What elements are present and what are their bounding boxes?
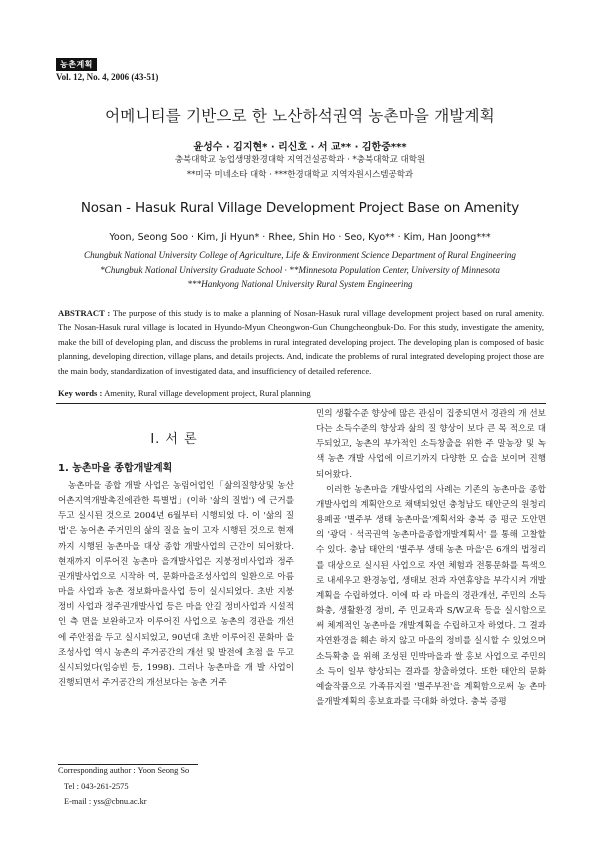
footnote-divider [58,764,198,765]
subsection-heading: 1. 농촌마을 종합개발계획 [58,463,173,474]
abstract-label: ABSTRACT : [58,308,111,318]
english-authors: Yoon, Seong Soo · Kim, Ji Hyun* · Rhee, Shin Ho · Seo, Kyo** · Kim, Han Joong*** [109,232,491,243]
korean-affiliation-2: **미국 미네소타 대학 · ***한경대학교 지역자원시스템공학과 [186,170,414,180]
english-title: Nosan - Hasuk Rural Village Development Project Base on Amenity [80,200,520,216]
section-divider [56,403,546,404]
english-affiliation-1: Chungbuk National University College of Agriculture, Life & Environment Science Department of Rural Engineering [84,250,516,260]
footnote-tel: Tel : 043-261-2575 [64,782,129,791]
right-paragraph-1: 민의 생활수준 향상에 많은 관심이 집중되면서 경관의 개 선보다는 소득수준의 향상과 삶의 질 향상이 보다 큰 목 적으로 대두되었고, 농촌의 부가적인 소득창출을 위한 주 말농장 및 녹색 농촌 개발 사업에 이르기까지 다양한 모 습을 보이며 진행되어왔다. [316,409,546,480]
korean-title: 어메니티를 기반으로 한 노산하석권역 농촌마을 개발계획 [105,107,495,125]
right-paragraph-2: 이러한 농촌마을 개발사업의 사례는 기존의 농촌마을 종합개발사업의 계획안으로 채택되었던 충청남도 태안군의 원청리 용폐골 '별주부 생태 농촌마을'계획서와 충북 증 평군 도안면의 '광덕 · 석곡권역 농촌마을종합개발계획서' 를 통해 고찰할 수 있다. 충남 태안의 '별주부 생태 농촌 마을'은 6개의 법정리를 대상으로 실시된 사업으로 자연 체험과 전통문화를 특색으로 내세우고 환경농업, 생태보 전과 자연휴양을 부각시켜 개발계획을 수립하였다. 이에 따 라 마을의 경관개선, 주민의 소득화충, 생활환경 정비, 주 민교육과 S/W교육 등을 실시함으로써 체계적인 농촌마을 개발계획을 수립하고자 하였다. 그 결과 자연환경을 훼손 하지 않고 마을의 정비를 실시할 수 있었으며 소득확충 을 위해 조성된 민박마을과 쌀 홍보 사업으로 주민의 소 득이 일부 향상되는 결과를 창출하였다. 또한 태안의 문화 예술작품으로 가족뮤지컬 '별주부전'을 계획함으로써 농 촌마을개발계획의 홍보효과를 극대화 하였다. 충북 증평 [316,484,546,707]
footnote-corresponding-author: Corresponding author : Yoon Seong So [58,766,190,775]
abstract-text: The purpose of this study is to make a planning of Nosan-Hasuk rural village development project based on rural amenity. The Nosan-Hasuk rural village is located in Hyundo-Myun Cheongwon-Gun Chungcheongbuk-Do. For this study, investigate the amenity, make the bill of developing plan, and discuss the problems in rural integrated developing project. The developing plan is composed of basic planning, developing direction, village plans, and details projects. And, indicate the problems of rural integrated developing project those are the main body, standardization of investigated data, and insufficiency of detailed reference. [58,308,545,376]
korean-authors: 윤성수 · 김지현* · 리신호 · 서 교** · 김한중*** [193,142,407,153]
keywords [58,388,544,398]
footnote-email[interactable]: E-mail : yss@cbnu.ac.kr [64,797,147,806]
left-column [58,479,294,691]
english-affiliation-3: ***Hankyong National University Rural System Engineering [187,279,413,289]
korean-affiliation-1: 충북대학교 농업생명환경대학 지역건설공학과 · *충북대학교 대학원 [174,155,426,165]
abstract [58,306,544,378]
keywords-text: Amenity, Rural village development project, Rural planning [104,388,311,398]
keywords-label: Key words : [58,388,103,398]
right-column [316,407,546,710]
left-paragraph-1: 농촌마을 종합 개발 사업은 농림어업인「삶의질향상및 농산어촌지역개발촉진에관한 특별법」(이하 '삶의 질법') 에 근거를 두고 실시된 것으로 2004년 6월부터 시행되었 다. 이 '삶의 질 법'은 농어촌 주거민의 삶의 질을 높이 고자 시행된 것으로 현재까지 시행된 농촌마을 대상 종합 개발사업의 근간이 되어왔다. 현재까지 이루어진 농촌마 을개발사업은 지붕정비사업과 정주권개발사업으로 시작하 여, 문화마을조성사업의 일환으로 아름마을 사업과 농촌 정보화마을사업 등이 실시되었다. 초반 지붕정비 사업과 정주권개발사업 등은 마을 안길 정비사업과 시설적인 측 면을 보완하고자 이루어진 사업으로 농촌의 경관을 개선에 주안점을 두고 실시되었고, 90년대 초반 이루어진 문화마 을조성사업 역시 농촌의 주거공간의 개선 및 발전에 초점 을 두고 실시되었다(임승빈 등, 1998). 그러나 농촌마을 개 발 사업이 진행되면서 주거공간의 개선보다는 농촌 거주 [58,481,294,689]
journal-volume-line: Vol. 12, No. 4, 2006 (43-51) [56,72,159,82]
section-heading: I. 서 론 [150,432,198,447]
english-affiliation-2: *Chungbuk National University Graduate School · **Minnesota Population Center, University of Minnesota [100,265,500,275]
journal-badge: 농촌계획 [56,58,97,71]
